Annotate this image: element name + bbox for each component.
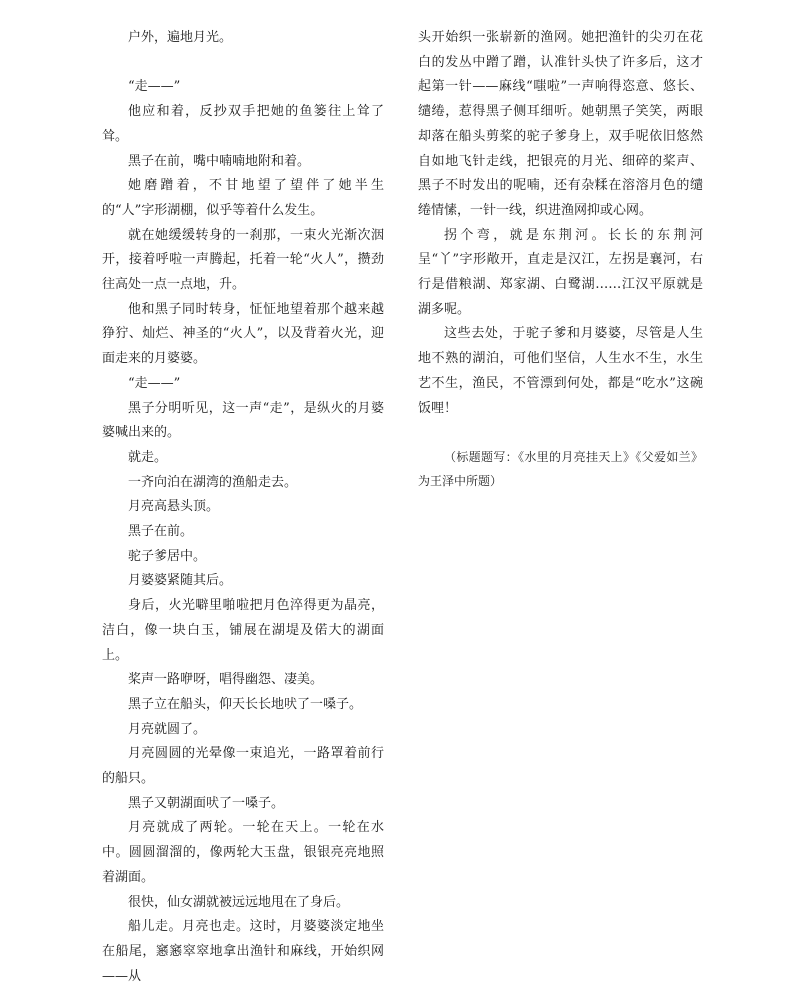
left-paragraph: 她磨蹭着，不甘地望了望伴了她半生的“人”字形湖棚，似乎等着什么发生。 [102,178,384,218]
right-continued-paragraph: 头开始织一张崭新的渔网。她把渔针的尖刃在花白的发丛中蹭了蹭，认准针头快了许多后，这才起第一针——麻线“嗤啦”一声响得恣意、悠长、缱绻，惹得黑子侧耳细听。她朝黑子笑笑，两眼却落在船头剪桨的驼子爹身上，双手呢依旧悠然自如地飞针走线，把银亮的月光、细碎的桨声、黑子不时发出的呢喃，还有杂糅在溶溶月色的缱绻情愫，一针一线，织进渔网抑或心网。 [418,30,703,218]
left-paragraph: 月婆婆紧随其后。 [128,573,233,589]
left-paragraph: 桨声一路咿呀，唱得幽怨、凄美。 [128,672,324,688]
paragraph-gap [102,51,384,76]
left-paragraph: 黑子在前，嘴中喃喃地附和着。 [128,153,311,169]
left-paragraph: 月亮就圆了。 [128,721,207,737]
left-paragraph: 黑子分明听见，这一声“走”，是纵火的月婆婆喊出来的。 [102,400,384,441]
left-paragraph: 月亮高悬头顶。 [128,499,220,515]
left-paragraph: “走——” [128,375,181,391]
right-paragraph: 这些去处，于驼子爹和月婆婆，尽管是人生地不熟的湖泊，可他们坚信，人生水不生，水生艺不生，渔民，不管漂到何处，都是“吃水”这碗饭哩！ [418,326,703,416]
left-paragraph: 船儿走。月亮也走。这时，月婆婆淡定地坐在船尾，窸窸窣窣地拿出渔针和麻线，开始织网——从 [102,919,384,984]
left-paragraph: 他和黑子同时转身，怔怔地望着那个越来越狰狞、灿烂、神圣的“火人”，以及背着火光，迎面走来的月婆婆。 [102,301,384,367]
title-calligraphy-credit: （标题题写：《水里的月亮挂天上》《父爱如兰》为王泽中所题） [418,450,703,489]
left-paragraph: “走——” [128,79,181,95]
left-paragraph: 就走。 [128,449,168,465]
left-paragraph: 月亮就成了两轮。一轮在天上。一轮在水中。圆圆溜溜的，像两轮大玉盘，银银亮亮地照着湖面。 [102,820,384,885]
left-column [102,26,384,989]
left-paragraph: 黑子又朝湖面吠了一嗓子。 [128,795,285,811]
left-paragraph: 驼子爹居中。 [128,548,207,564]
left-paragraph: 黑子立在船头，仰天长长地吠了一嗓子。 [128,696,363,712]
left-paragraph: 一齐向泊在湖湾的渔船走去。 [128,474,298,490]
right-paragraph: 拐个弯，就是东荆河。长长的东荆河呈“丫”字形敞开，直走是汉江，左拐是襄河，右行是借粮湖、郑家湖、白鹭湖……江汉平原就是湖多呢。 [418,227,703,317]
left-first-line: 户外，遍地月光。 [128,30,233,45]
right-column [418,26,703,493]
left-paragraph: 黑子在前。 [128,524,194,540]
left-paragraph: 就在她缓缓转身的一刹那，一束火光渐次洇开，接着呼啦一声腾起，托着一轮“火人”，攒劲往高处一点一点地，升。 [102,227,384,293]
left-paragraph: 月亮圆圆的光晕像一束追光，一路罩着前行的船只。 [102,746,384,787]
left-paragraph: 很快，仙女湖就被远远地甩在了身后。 [128,894,350,910]
left-paragraph: 他应和着，反抄双手把她的鱼篓往上耸了耸。 [102,104,384,144]
left-paragraph: 身后，火光噼里啪啦把月色淬得更为晶亮，洁白，像一块白玉，铺展在湖堤及偌大的湖面上。 [102,598,384,663]
